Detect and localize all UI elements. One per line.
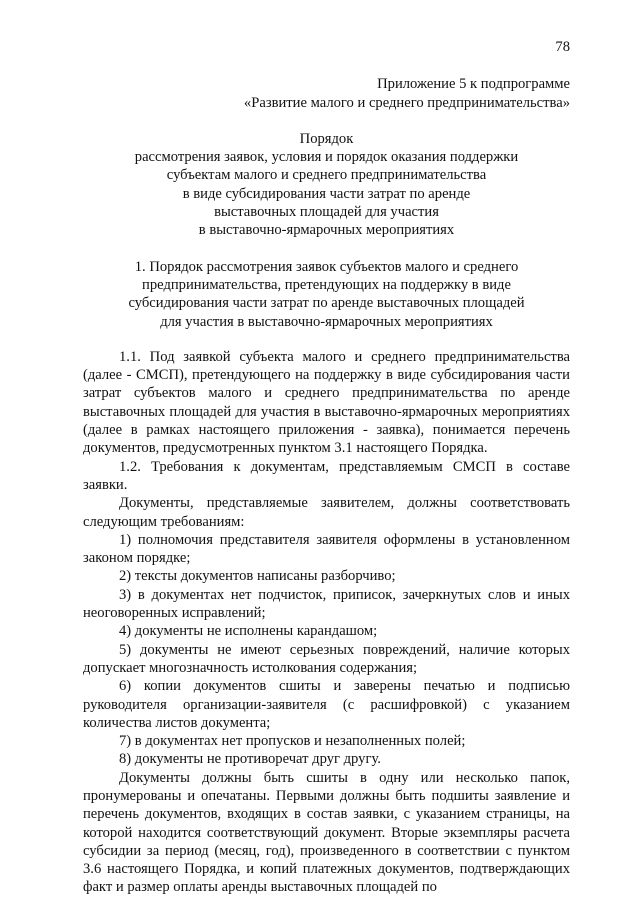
section-heading-line-3: субсидирования части затрат по аренде выставочных площадей [128,295,525,312]
list-item-6: 6) копии документов сшиты и заверены печатью и подписью руководителя организации-заявителя (с расшифровкой) с указанием количества листов документа; [83,678,570,731]
list-item-5: 5) документы не имеют серьезных повреждений, наличие которых допускает многозначность истолкования содержания; [83,641,570,676]
appendix-line-2: «Развитие малого и среднего предпринимательства» [243,94,570,111]
title-line-2: субъектам малого и среднего предпринимательства [166,167,487,184]
page-number: 78 [555,39,570,55]
section-heading-line-1: 1. Порядок рассмотрения заявок субъектов малого и среднего [134,258,519,275]
section-1-heading [83,258,570,331]
paragraph-requirements-intro: Документы, представляемые заявителем, должны соответствовать следующим требованиям: [83,495,570,530]
document-body [83,348,570,897]
appendix-line-1: Приложение 5 к подпрограмме [377,76,570,93]
section-heading-line-2: предпринимательства, претендующих на поддержку в виде [142,276,511,293]
title-line-5: в выставочно-ярмарочных мероприятиях [198,222,455,239]
appendix-header [83,75,570,112]
title-heading: Порядок [299,130,354,147]
paragraph-1-2: 1.2. Требования к документам, представляемым СМСП в составе заявки. [83,458,570,493]
paragraph-1-1: 1.1. Под заявкой субъекта малого и среднего предпринимательства (далее - СМСП), претендующего на поддержку в виде субсидирования части затрат субъектов малого и среднего предпринимательства по аренде выставочных площадей для участия в выставочно-ярмарочных мероприятиях (далее в рамках настоящего приложения - заявка), понимается перечень документов, предусмотренных пунктом 3.1 настоящего Порядка. [83,348,570,457]
list-item-4: 4) документы не исполнены карандашом; [119,623,378,640]
section-heading-line-4: для участия в выставочно-ярмарочных мероприятиях [160,313,493,330]
list-item-1: 1) полномочия представителя заявителя оформлены в установленном законом порядке; [83,531,570,567]
title-line-1: рассмотрения заявок, условия и порядок оказания поддержки [134,149,519,166]
paragraph-binding-requirements: Документы должны быть сшиты в одну или несколько папок, пронумерованы и опечатаны. Первыми должны быть подшиты заявление и перечень документов, входящих в состав заявки, с указанием страницы, на которой находится соответствующий документ. Вторые экземпляры расчета субсидии за период (месяц, год), произведенного в соответствии с пунктом 3.6 настоящего Порядка, и копий платежных документов, подтверждающих факт и размер оплаты аренды выставочных площадей по [83,769,570,896]
list-item-3: 3) в документах нет подчисток, приписок, зачеркнутых слов и иных неоговоренных исправлений; [83,586,570,622]
title-line-4: выставочных площадей для участия [214,204,439,221]
list-item-8: 8) документы не противоречат друг другу. [119,751,381,768]
list-item-2: 2) тексты документов написаны разборчиво; [119,568,396,585]
document-title [83,130,570,240]
title-line-3: в виде субсидирования части затрат по аренде [182,185,471,202]
list-item-7: 7) в документах нет пропусков и незаполненных полей; [119,733,466,750]
